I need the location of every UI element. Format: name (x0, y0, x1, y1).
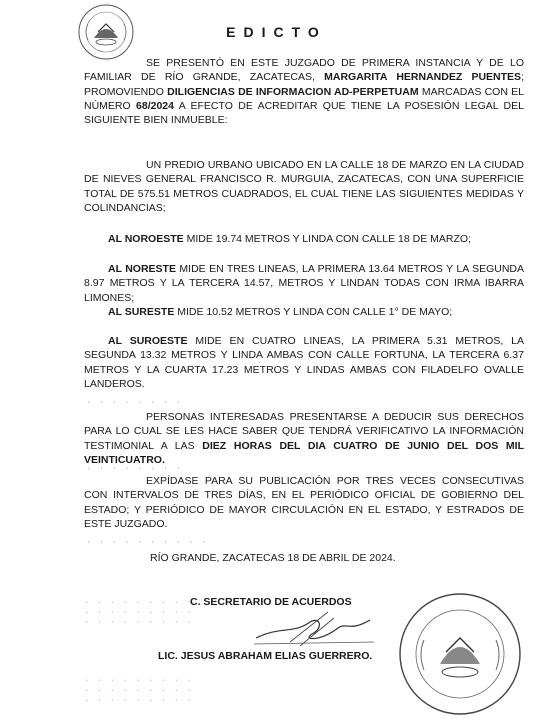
signer-name: LIC. JESUS ABRAHAM ELIAS GUERRERO. (158, 650, 373, 662)
colindancia-noreste: AL NORESTE MIDE EN TRES LINEAS, LA PRIMERA 13.64 METROS Y LA SEGUNDA 8.97 METROS Y LA TERCERA 14.57, METROS Y LINDAN TODAS CON IRMA IBARRA LIMONES; (84, 263, 524, 304)
faded-text: · · · · · · · · (86, 398, 183, 408)
faded-text: · · · · · · · · (86, 464, 183, 474)
publicacion-paragraph: EXPÍDASE PARA SU PUBLICACIÓN POR TRES VECES CONSECUTIVAS CON INTERVALOS DE TRES DÍAS, EN EL PERIÓDICO OFICIAL DE GOBIERNO DEL ESTADO; Y PERIÓDICO DE MAYOR CIRCULACIÓN EN EL ESTADO, Y ESTRADOS DE ESTE JUZGADO. (84, 475, 524, 530)
faded-text: · · · · · · · · · · (86, 538, 208, 548)
colindancia-suroeste: AL SUROESTE MIDE EN CUATRO LINEAS, LA PRIMERA 5.31 METROS, LA SEGUNDA 13.32 METROS Y LINDA AMBAS CON CALLE FORTUNA, LA TERCERA 6.37 METROS Y LA CUARTA 17.23 METROS Y LINDAS AMBAS CON FILADELFO OVALLE LANDEROS. (84, 335, 524, 390)
colindancia-noroeste: AL NOROESTE MIDE 19.74 METROS Y LINDA CON CALLE 18 DE MARZO; (108, 233, 471, 245)
signature-icon (250, 608, 380, 650)
predio-paragraph: UN PREDIO URBANO UBICADO EN LA CALLE 18 DE MARZO EN LA CIUDAD DE NIEVES GENERAL FRANCISCO R. MURGUIA, ZACATECAS, CON UNA SUPERFICIE TOTAL DE 575.51 METROS CUADRADOS, EL CUAL TIENE LAS SIGUIENTES MEDIDAS Y COLINDANCIAS; (84, 159, 524, 214)
faded-text: · · · · · · · · · · · · · · · · · · · · · · · · · · · (84, 676, 193, 706)
place-date: RÍO GRANDE, ZACATECAS 18 DE ABRIL DE 2024. (150, 552, 396, 564)
official-stamp-icon (396, 590, 524, 718)
page-title: EDICTO (226, 24, 327, 40)
promovente-name: MARGARITA HERNANDEZ PUENTES (324, 71, 522, 84)
faded-text: · · · · · · · · · · · · · · · · · · · · · · · · · · · (84, 598, 193, 628)
intro-paragraph: SE PRESENTÓ EN ESTE JUZGADO DE PRIMERA INSTANCIA Y DE LO FAMILIAR DE RÍO GRANDE, ZACATECAS, MARGARITA HERNANDEZ PUENTES; PROMOVIENDO DILIGENCIAS DE INFORMACION AD-PERPETUAM MARCADAS CON EL NÚMERO 68/2024 A EFECTO DE ACREDITAR QUE TIENE LA POSESIÓN LEGAL DEL SIGUIENTE BIEN INMUEBLE: (84, 57, 525, 127)
expediente-number: 68/2024 (136, 99, 174, 112)
secretario-title: C. SECRETARIO DE ACUERDOS (190, 596, 352, 608)
audiencia-fecha: DIEZ HORAS DEL DIA CUATRO DE JUNIO DEL DOS MIL VEINTICUATRO. (84, 439, 525, 466)
convocatoria-paragraph: PERSONAS INTERESADAS PRESENTARSE A DEDUCIR SUS DERECHOS PARA LO CUAL SE LES HACE SABER QUE TENDRÁ VERIFICATIVO LA INFORMACIÓN TESTIMONIAL A LAS DIEZ HORAS DEL DIA CUATRO DE JUNIO DEL DOS MIL VEINTICUATRO. (84, 411, 525, 466)
colindancia-sureste: AL SURESTE MIDE 10.52 METROS Y LINDA CON CALLE 1° DE MAYO; (108, 306, 453, 318)
diligencias-label: DILIGENCIAS DE INFORMACION AD-PERPETUAM (167, 85, 419, 98)
